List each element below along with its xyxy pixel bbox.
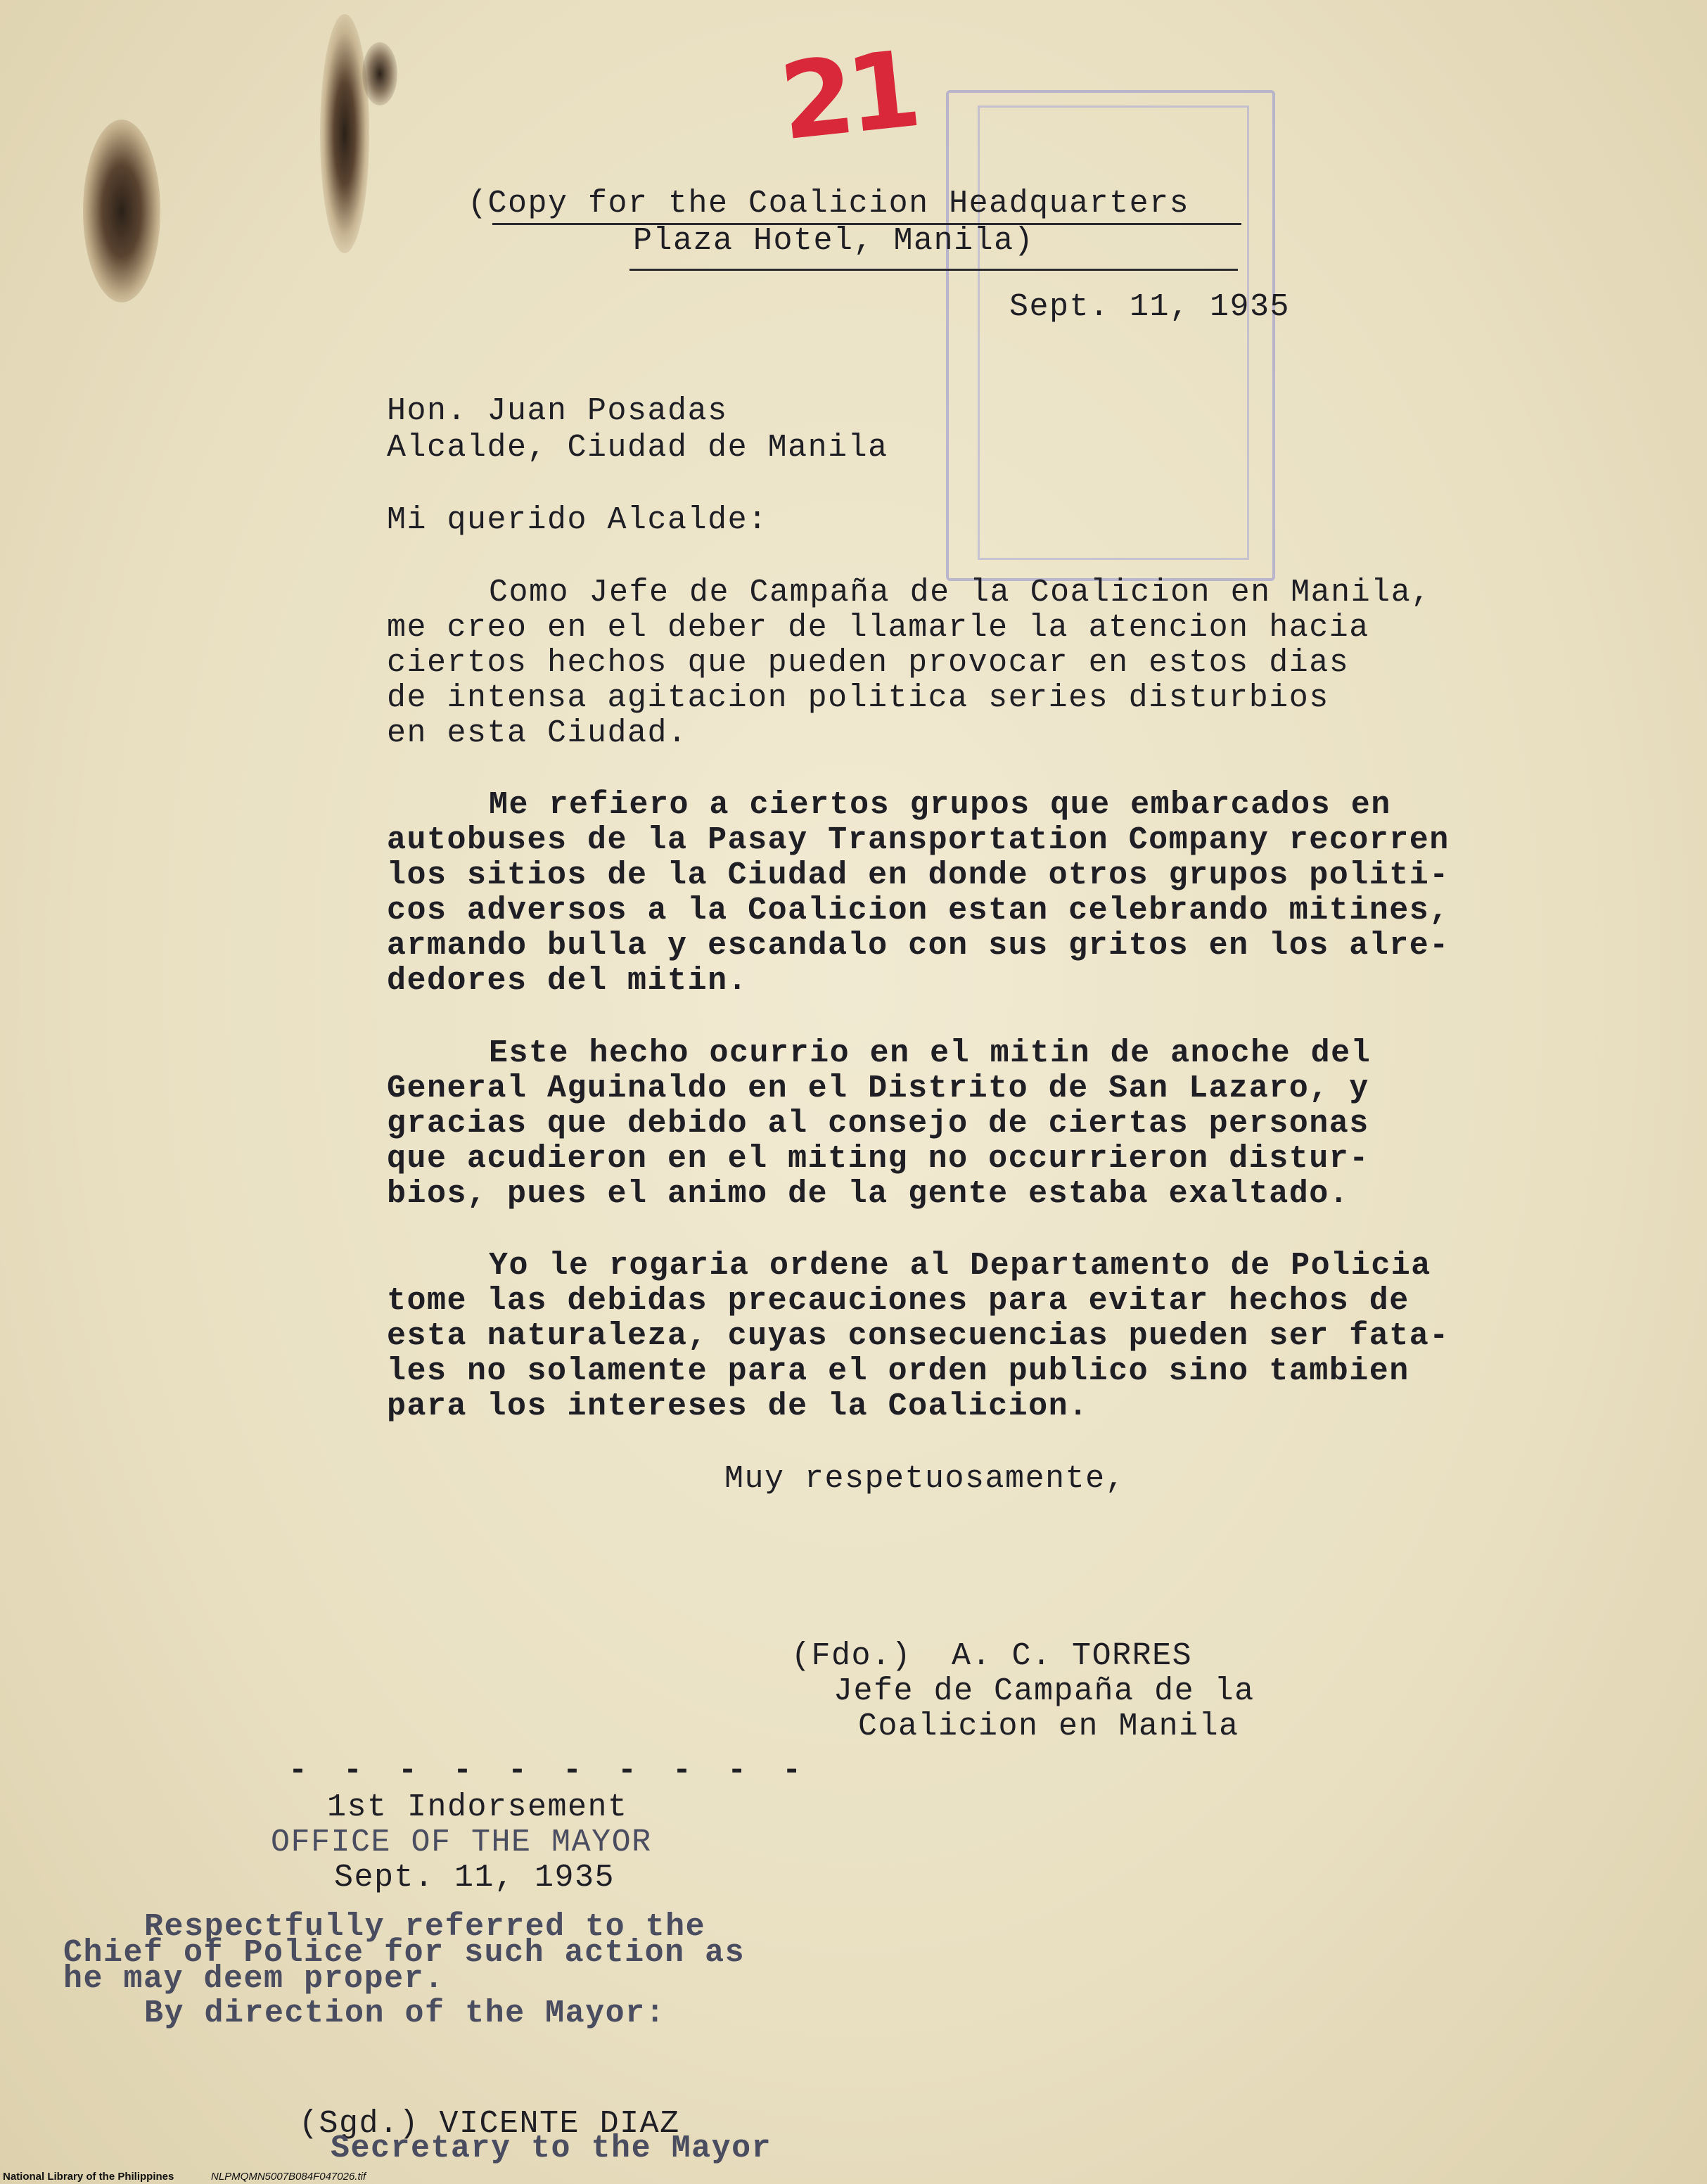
indorsement-signature: (Sgd.) VICENTE DIAZ bbox=[299, 2106, 680, 2142]
paragraph-4-line: tome las debidas precauciones para evitar hechos de bbox=[387, 1283, 1409, 1319]
paragraph-4-line: les no solamente para el orden publico sino tambien bbox=[387, 1353, 1409, 1389]
salutation: Mi querido Alcalde: bbox=[387, 502, 768, 538]
paragraph-3-line: que acudieron en el miting no occurrieron distur- bbox=[387, 1141, 1369, 1177]
indorsement-body-line: he may deem proper. bbox=[63, 1961, 445, 1997]
addressee-name: Hon. Juan Posadas bbox=[387, 393, 728, 429]
paragraph-4-line: Yo le rogaria ordene al Departamento de Policia bbox=[489, 1248, 1431, 1284]
indorsement-separator: - - - - - - - - - - bbox=[288, 1753, 810, 1789]
paragraph-3-line: Este hecho ocurrio en el mitin de anoche del bbox=[489, 1035, 1372, 1071]
burn-mark bbox=[83, 120, 160, 302]
indorsement-body-line: Chief of Police for such action as bbox=[63, 1935, 746, 1971]
burn-mark bbox=[320, 14, 369, 253]
signature-title-2: Coalicion en Manila bbox=[858, 1709, 1239, 1744]
header-line-2: Plaza Hotel, Manila) bbox=[633, 223, 1035, 259]
header-underline-2 bbox=[629, 269, 1238, 271]
indorsement-signature-title: Secretary to the Mayor bbox=[331, 2131, 772, 2166]
signature-name: (Fdo.) A. C. TORRES bbox=[791, 1638, 1193, 1674]
letter-date: Sept. 11, 1935 bbox=[1009, 289, 1291, 325]
received-stamp-inner bbox=[978, 106, 1249, 560]
paragraph-4-line: para los intereses de la Coalicion. bbox=[387, 1388, 1089, 1424]
paragraph-3-line: General Aguinaldo en el Distrito de San Lazaro, y bbox=[387, 1071, 1369, 1106]
indorsement-date: Sept. 11, 1935 bbox=[334, 1860, 615, 1896]
indorsement-body-line: By direction of the Mayor: bbox=[144, 1995, 666, 2031]
indorsement-title: 1st Indorsement bbox=[327, 1789, 628, 1825]
closing: Muy respetuosamente, bbox=[724, 1461, 1126, 1497]
paragraph-2-line: dedores del mitin. bbox=[387, 963, 748, 999]
paragraph-2-line: cos adversos a la Coalicion estan celebrando mitines, bbox=[387, 893, 1450, 928]
paragraph-2-line: armando bulla y escandalo con sus gritos en los alre- bbox=[387, 928, 1450, 964]
paragraph-1-line: ciertos hechos que pueden provocar en estos dias bbox=[387, 645, 1350, 681]
paragraph-3-line: gracias que debido al consejo de ciertas personas bbox=[387, 1106, 1369, 1142]
footer-library: National Library of the Philippines bbox=[3, 2171, 174, 2183]
signature-title-1: Jefe de Campaña de la bbox=[833, 1673, 1255, 1709]
indorsement-body-line: Respectfully referred to the bbox=[144, 1909, 706, 1945]
addressee-title: Alcalde, Ciudad de Manila bbox=[387, 430, 888, 466]
paragraph-1-line: Como Jefe de Campaña de la Coalicion en Manila, bbox=[489, 575, 1431, 611]
paragraph-2-line: Me refiero a ciertos grupos que embarcados en bbox=[489, 787, 1391, 823]
paragraph-1-line: en esta Ciudad. bbox=[387, 715, 688, 751]
paragraph-2-line: autobuses de la Pasay Transportation Company recorren bbox=[387, 822, 1450, 858]
header-line-1: (Copy for the Coalicion Headquarters bbox=[468, 186, 1190, 222]
burn-mark bbox=[362, 42, 397, 106]
paragraph-1-line: me creo en el deber de llamarle la atencion hacia bbox=[387, 610, 1369, 646]
paragraph-4-line: esta naturaleza, cuyas consecuencias pueden ser fata- bbox=[387, 1318, 1450, 1354]
indorsement-office: OFFICE OF THE MAYOR bbox=[271, 1825, 652, 1860]
paragraph-2-line: los sitios de la Ciudad en donde otros grupos politi- bbox=[387, 857, 1450, 893]
page-number-mark: 21 bbox=[774, 28, 920, 165]
paragraph-1-line: de intensa agitacion politica series disturbios bbox=[387, 680, 1329, 716]
footer-file-id: NLPMQMN5007B084F047026.tif bbox=[211, 2171, 366, 2183]
paragraph-3-line: bios, pues el animo de la gente estaba exaltado. bbox=[387, 1176, 1350, 1212]
